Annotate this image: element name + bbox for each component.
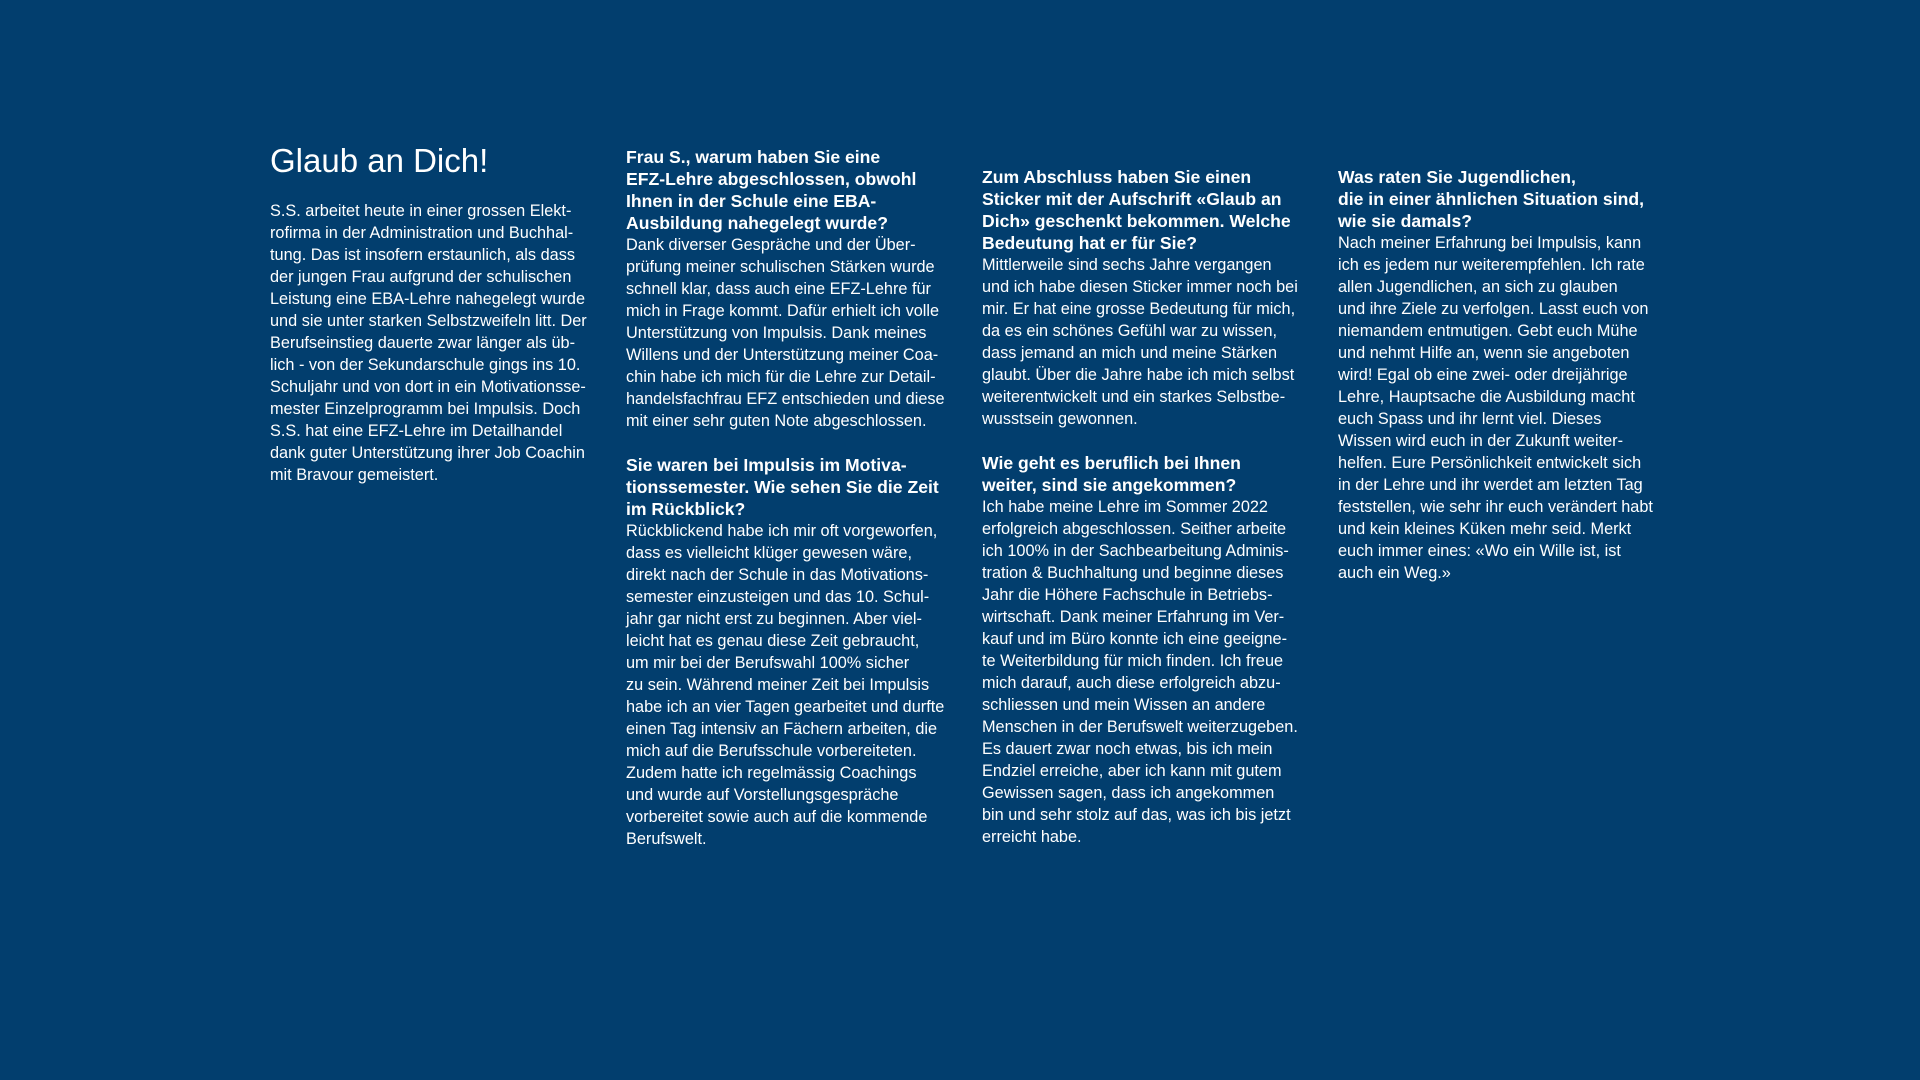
answer-line: dass es vielleicht klüger gewesen wäre, xyxy=(626,544,912,562)
answer-line: Ich habe meine Lehre im Sommer 2022 xyxy=(982,498,1268,516)
intro-text xyxy=(270,200,592,486)
interview-block xyxy=(1338,166,1660,584)
block-spacer xyxy=(982,430,1304,452)
interview-block xyxy=(626,454,948,850)
answer-line: weiterentwickelt und ein starkes Selbstbe- xyxy=(982,388,1286,406)
answer-line: Berufswelt. xyxy=(626,830,707,848)
intro-line: S.S. arbeitet heute in einer grossen Elekt- xyxy=(270,202,572,220)
interview-block xyxy=(982,166,1304,430)
answer-line: Rückblickend habe ich mir oft vorgeworfen, xyxy=(626,522,938,540)
answer-line: erfolgreich abgeschlossen. Seither arbeite xyxy=(982,520,1287,538)
answer-line: und nehmt Hilfe an, wenn sie angeboten xyxy=(1338,344,1630,362)
answer-text xyxy=(626,520,948,850)
answer-line: bin und sehr stolz auf das, was ich bis jetzt xyxy=(982,806,1291,824)
answer-line: um mir bei der Berufswahl 100% sicher xyxy=(626,654,910,672)
answer-line: Es dauert zwar noch etwas, bis ich mein xyxy=(982,740,1273,758)
answer-line: handelsfachfrau EFZ entschieden und diese xyxy=(626,390,945,408)
answer-line: wusstsein gewonnen. xyxy=(982,410,1138,428)
interview-column-4 xyxy=(1338,166,1660,584)
answer-line: schnell klar, dass auch eine EFZ-Lehre für xyxy=(626,280,931,298)
answer-line: Wissen wird euch in der Zukunft weiter- xyxy=(1338,432,1624,450)
question-line: die in einer ähnlichen Situation sind, xyxy=(1338,189,1644,209)
interview-block xyxy=(626,146,948,432)
question-line: EFZ-Lehre abgeschlossen, obwohl xyxy=(626,169,917,189)
question-heading xyxy=(1338,166,1660,232)
answer-line: habe ich an vier Tagen gearbeitet und durfte xyxy=(626,698,945,716)
answer-line: mich auf die Berufsschule vorbereiteten. xyxy=(626,742,917,760)
intro-line: rofirma in der Administration und Buchhal- xyxy=(270,224,574,242)
answer-line: und kein kleines Küken mehr seid. Merkt xyxy=(1338,520,1632,538)
answer-line: Lehre, Hauptsache die Ausbildung macht xyxy=(1338,388,1635,406)
question-line: Wie geht es beruflich bei Ihnen xyxy=(982,453,1241,473)
intro-line: Schuljahr und von dort in ein Motivationsse- xyxy=(270,378,586,396)
answer-text xyxy=(982,496,1304,848)
answer-line: Endziel erreiche, aber ich kann mit gutem xyxy=(982,762,1282,780)
answer-line: Unterstützung von Impulsis. Dank meines xyxy=(626,324,927,342)
answer-line: wird! Egal ob eine zwei- oder dreijährige xyxy=(1338,366,1628,384)
interview-column-2 xyxy=(626,146,948,850)
question-line: wie sie damals? xyxy=(1338,211,1472,231)
answer-line: euch Spass und ihr lernt viel. Dieses xyxy=(1338,410,1602,428)
answer-line: kauf und im Büro konnte ich eine geeigne- xyxy=(982,630,1288,648)
answer-line: direkt nach der Schule in das Motivations- xyxy=(626,566,929,584)
answer-line: prüfung meiner schulischen Stärken wurde xyxy=(626,258,935,276)
intro-column xyxy=(270,140,592,486)
answer-line: mich darauf, auch diese erfolgreich abzu- xyxy=(982,674,1281,692)
intro-line: tung. Das ist insofern erstaunlich, als dass xyxy=(270,246,575,264)
answer-line: niemandem entmutigen. Gebt euch Mühe xyxy=(1338,322,1638,340)
question-line: Frau S., warum haben Sie eine xyxy=(626,147,881,167)
answer-line: ich es jedem nur weiterempfehlen. Ich rate xyxy=(1338,256,1645,274)
question-line: tionssemester. Wie sehen Sie die Zeit xyxy=(626,477,939,497)
answer-line: te Weiterbildung für mich finden. Ich freue xyxy=(982,652,1284,670)
page-title: Glaub an Dich! xyxy=(270,142,489,179)
answer-line: euch immer eines: «Wo ein Wille ist, ist xyxy=(1338,542,1621,560)
answer-line: und wurde auf Vorstellungsgespräche xyxy=(626,786,899,804)
intro-line: Leistung eine EBA-Lehre nahegelegt wurde xyxy=(270,290,585,308)
question-line: im Rückblick? xyxy=(626,499,746,519)
answer-line: da es ein schönes Gefühl war zu wissen, xyxy=(982,322,1278,340)
intro-line: Berufseinstieg dauerte zwar länger als üb- xyxy=(270,334,575,352)
answer-line: semester einzusteigen und das 10. Schul- xyxy=(626,588,930,606)
answer-text xyxy=(1338,232,1660,584)
answer-line: Jahr die Höhere Fachschule in Betriebs- xyxy=(982,586,1273,604)
answer-line: glaubt. Über die Jahre habe ich mich selbst xyxy=(982,366,1295,384)
answer-line: Zudem hatte ich regelmässig Coachings xyxy=(626,764,917,782)
answer-line: auch ein Weg.» xyxy=(1338,564,1451,582)
answer-line: erreicht habe. xyxy=(982,828,1082,846)
question-heading xyxy=(982,452,1304,496)
answer-line: feststellen, wie sehr ihr euch verändert habt xyxy=(1338,498,1653,516)
intro-line: dank guter Unterstützung ihrer Job Coachin xyxy=(270,444,585,462)
question-line: Dich» geschenkt bekommen. Welche xyxy=(982,211,1291,231)
intro-line: und sie unter starken Selbstzweifeln litt. Der xyxy=(270,312,587,330)
answer-line: und ich habe diesen Sticker immer noch bei xyxy=(982,278,1298,296)
question-heading xyxy=(982,166,1304,254)
question-heading xyxy=(626,146,948,234)
answer-line: helfen. Eure Persönlichkeit entwickelt sich xyxy=(1338,454,1642,472)
answer-line: einen Tag intensiv an Fächern arbeiten, die xyxy=(626,720,938,738)
question-line: weiter, sind sie angekommen? xyxy=(982,475,1237,495)
interview-block xyxy=(982,452,1304,848)
answer-line: leicht hat es genau diese Zeit gebraucht, xyxy=(626,632,920,650)
answer-line: mir. Er hat eine grosse Bedeutung für mich, xyxy=(982,300,1296,318)
question-line: Was raten Sie Jugendlichen, xyxy=(1338,167,1576,187)
question-line: Sticker mit der Aufschrift «Glaub an xyxy=(982,189,1282,209)
intro-line: mit Bravour gemeistert. xyxy=(270,466,439,484)
answer-line: Dank diverser Gespräche und der Über- xyxy=(626,236,916,254)
question-line: Ihnen in der Schule eine EBA- xyxy=(626,191,877,211)
intro-line: mester Einzelprogramm bei Impulsis. Doch xyxy=(270,400,581,418)
answer-line: dass jemand an mich und meine Stärken xyxy=(982,344,1278,362)
answer-line: Nach meiner Erfahrung bei Impulsis, kann xyxy=(1338,234,1642,252)
answer-line: mich in Frage kommt. Dafür erhielt ich volle xyxy=(626,302,940,320)
answer-text xyxy=(982,254,1304,430)
interview-column-3 xyxy=(982,166,1304,848)
answer-line: wirtschaft. Dank meiner Erfahrung im Ver- xyxy=(982,608,1285,626)
answer-line: und ihre Ziele zu verfolgen. Lasst euch von xyxy=(1338,300,1649,318)
answer-line: ich 100% in der Sachbearbeitung Adminis- xyxy=(982,542,1289,560)
answer-line: Willens und der Unterstützung meiner Coa- xyxy=(626,346,939,364)
intro-line: S.S. hat eine EFZ-Lehre im Detailhandel xyxy=(270,422,563,440)
block-spacer xyxy=(626,432,948,454)
answer-line: tration & Buchhaltung und beginne dieses xyxy=(982,564,1284,582)
answer-line: in der Lehre und ihr werdet am letzten Tag xyxy=(1338,476,1643,494)
answer-line: Gewissen sagen, dass ich angekommen xyxy=(982,784,1275,802)
question-heading xyxy=(626,454,948,520)
answer-line: mit einer sehr guten Note abgeschlossen. xyxy=(626,412,927,430)
question-line: Sie waren bei Impulsis im Motiva- xyxy=(626,455,907,475)
intro-line: der jungen Frau aufgrund der schulischen xyxy=(270,268,572,286)
answer-line: zu sein. Während meiner Zeit bei Impulsis xyxy=(626,676,930,694)
answer-line: schliessen und mein Wissen an andere xyxy=(982,696,1266,714)
answer-line: allen Jugendlichen, an sich zu glauben xyxy=(1338,278,1618,296)
question-line: Bedeutung hat er für Sie? xyxy=(982,233,1198,253)
answer-line: chin habe ich mich für die Lehre zur Detail- xyxy=(626,368,936,386)
intro-line: lich - von der Sekundarschule gings ins 10. xyxy=(270,356,581,374)
question-line: Ausbildung nahegelegt wurde? xyxy=(626,213,888,233)
answer-line: Menschen in der Berufswelt weiterzugeben. xyxy=(982,718,1298,736)
question-line: Zum Abschluss haben Sie einen xyxy=(982,167,1252,187)
answer-line: jahr gar nicht erst zu beginnen. Aber viel- xyxy=(626,610,922,628)
answer-line: Mittlerweile sind sechs Jahre vergangen xyxy=(982,256,1272,274)
answer-text xyxy=(626,234,948,432)
answer-line: vorbereitet sowie auch auf die kommende xyxy=(626,808,928,826)
